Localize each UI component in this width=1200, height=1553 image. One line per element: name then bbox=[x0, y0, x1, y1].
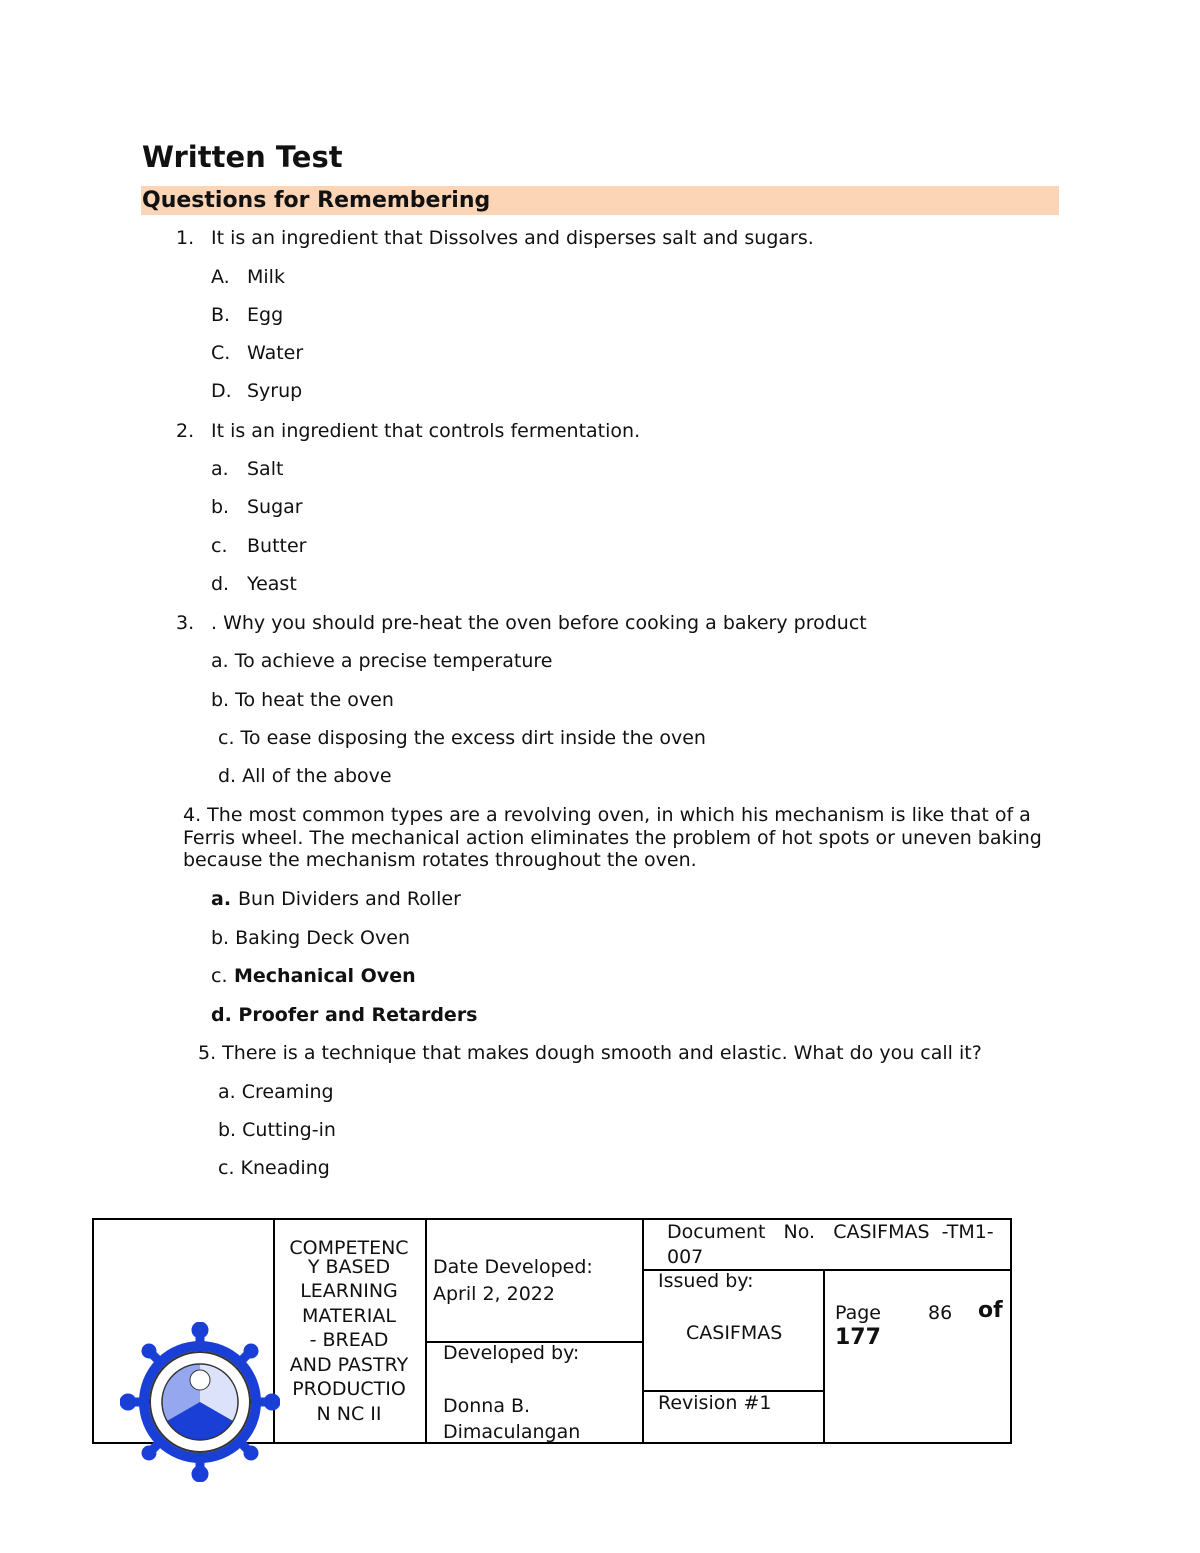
page-label: Page bbox=[835, 1302, 881, 1324]
q2-option-letter: b. bbox=[211, 496, 230, 518]
issued-by-label: Issued by: bbox=[658, 1270, 754, 1292]
material-title-line: PRODUCTIO bbox=[292, 1378, 406, 1400]
q2-option-text: Butter bbox=[247, 535, 307, 557]
date-developed-value: April 2, 2022 bbox=[433, 1283, 555, 1305]
table-divider bbox=[425, 1220, 427, 1442]
q1-option-text: Syrup bbox=[247, 380, 303, 402]
material-title-line: AND PASTRY bbox=[289, 1353, 409, 1376]
page-of: of bbox=[978, 1298, 1003, 1323]
table-divider bbox=[823, 1269, 825, 1442]
q1-option-text: Egg bbox=[247, 304, 284, 326]
q1-option-text: Milk bbox=[247, 266, 285, 288]
document-number: Document No. CASIFMAS -TM1- bbox=[667, 1221, 994, 1243]
page-title: Written Test bbox=[142, 140, 343, 174]
question-4-text: 4. The most common types are a revolving oven, in which his mechanism is like that of a Ferris wheel. The mechanical action eliminates the problem of hot spots or uneven baking because the mechanism rotates throughout the oven. bbox=[183, 804, 1042, 871]
developed-by-label: Developed by: bbox=[443, 1342, 580, 1364]
q1-option-text: Water bbox=[247, 342, 304, 364]
q5-option: c. Kneading bbox=[218, 1157, 330, 1179]
material-title-line: Y BASED bbox=[307, 1255, 391, 1278]
material-title-line: N NC II bbox=[316, 1402, 382, 1425]
question-5-text: 5. There is a technique that makes dough smooth and elastic. What do you call it? bbox=[198, 1042, 982, 1064]
issued-by-value: CASIFMAS bbox=[686, 1322, 783, 1344]
document-number-cont: 007 bbox=[667, 1246, 704, 1268]
casifmas-logo bbox=[120, 1322, 280, 1482]
material-title bbox=[274, 1236, 424, 1426]
material-title-line: COMPETENC bbox=[289, 1237, 409, 1259]
q3-option: a. To achieve a precise temperature bbox=[211, 650, 553, 672]
q3-option: b. To heat the oven bbox=[211, 689, 394, 711]
material-title-line: MATERIAL bbox=[302, 1304, 396, 1327]
date-developed-label: Date Developed: bbox=[433, 1256, 593, 1278]
q2-option-text: Sugar bbox=[247, 496, 303, 518]
question-1-text: It is an ingredient that Dissolves and disperses salt and sugars. bbox=[211, 227, 814, 249]
material-title-line: - BREAD bbox=[309, 1329, 389, 1351]
section-heading: Questions for Remembering bbox=[142, 188, 491, 213]
q5-option: a. Creaming bbox=[218, 1081, 334, 1103]
q1-option-letter: A. bbox=[211, 266, 230, 288]
question-2-text: It is an ingredient that controls fermentation. bbox=[211, 420, 641, 442]
q4-option-text: b. Baking Deck Oven bbox=[211, 927, 410, 949]
q3-option: d. All of the above bbox=[218, 765, 392, 787]
material-title-line: LEARNING bbox=[300, 1280, 398, 1302]
question-3-number: 3. bbox=[176, 612, 195, 634]
q4-option-text: Mechanical Oven bbox=[234, 965, 416, 987]
q5-option: b. Cutting-in bbox=[218, 1119, 336, 1141]
question-1-number: 1. bbox=[176, 227, 195, 249]
q3-option: c. To ease disposing the excess dirt inside the oven bbox=[218, 727, 706, 749]
q2-option-letter: d. bbox=[211, 573, 230, 595]
revision-number: Revision #1 bbox=[658, 1392, 772, 1414]
q4-option-text: d. Proofer and Retarders bbox=[211, 1004, 478, 1026]
q1-option-letter: C. bbox=[211, 342, 231, 364]
q4-option-letter: c. bbox=[211, 965, 228, 987]
page-number: 86 bbox=[928, 1302, 953, 1324]
q2-option-letter: c. bbox=[211, 535, 228, 557]
question-2-number: 2. bbox=[176, 420, 195, 442]
table-divider bbox=[642, 1220, 644, 1442]
q2-option-text: Yeast bbox=[247, 573, 297, 595]
q1-option-letter: D. bbox=[211, 380, 232, 402]
developer-name: Donna B. bbox=[443, 1395, 531, 1417]
question-3-text: . Why you should pre-heat the oven before cooking a bakery product bbox=[211, 612, 867, 634]
q4-option-text: Bun Dividers and Roller bbox=[238, 888, 461, 910]
page-total: 177 bbox=[835, 1325, 881, 1350]
q1-option-letter: B. bbox=[211, 304, 231, 326]
q2-option-letter: a. bbox=[211, 458, 229, 480]
q2-option-text: Salt bbox=[247, 458, 284, 480]
developer-name: Dimaculangan bbox=[443, 1421, 581, 1443]
q4-option-letter: a. bbox=[211, 888, 232, 910]
